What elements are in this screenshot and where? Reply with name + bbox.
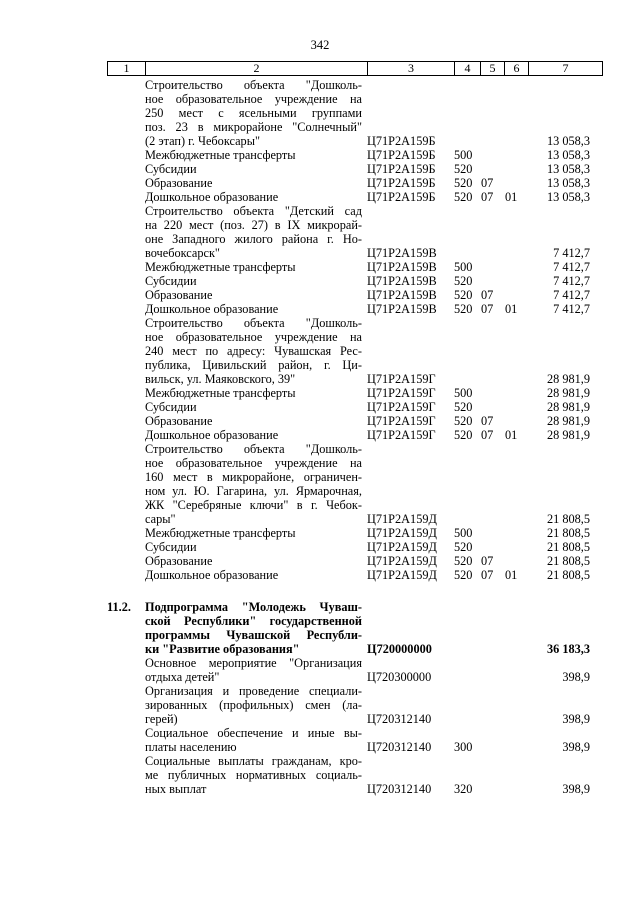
table-row <box>107 540 602 554</box>
row-code: Ц71Р2А159Б <box>367 190 436 204</box>
row-name-line: Дошкольное образование <box>145 428 279 442</box>
row-amount: 13 058,3 <box>546 190 590 204</box>
header-col-3: 3 <box>368 62 455 76</box>
table-row <box>107 656 602 684</box>
table-row <box>107 442 602 526</box>
table-row <box>107 386 602 400</box>
row-amount: 28 981,9 <box>546 428 590 442</box>
row-expense-type: 500 <box>454 526 473 540</box>
row-name <box>145 754 362 796</box>
row-expense-type: 520 <box>454 554 473 568</box>
row-amount: 28 981,9 <box>546 414 590 428</box>
row-amount: 7 412,7 <box>553 260 590 274</box>
table-row <box>107 414 602 428</box>
row-name <box>145 526 362 540</box>
row-subsection: 01 <box>505 190 518 204</box>
row-section: 07 <box>481 190 494 204</box>
row-name <box>145 316 362 386</box>
row-name-line: отдыха детей" <box>145 670 220 684</box>
row-name-line: Социальное обеспечение и иные вы- <box>145 726 362 740</box>
row-name-line: Дошкольное образование <box>145 190 279 204</box>
row-code: Ц71Р2А159Д <box>367 526 437 540</box>
row-name <box>145 162 362 176</box>
row-amount: 36 183,3 <box>546 642 590 656</box>
row-name-line: ное образовательное учреждение на <box>145 330 362 344</box>
row-name-line: публика, Цивильский район, г. Ци- <box>145 358 362 372</box>
row-code: Ц720300000 <box>367 670 432 684</box>
row-name-line: вочебоксарск" <box>145 246 220 260</box>
table-row <box>107 554 602 568</box>
table-row <box>107 190 602 204</box>
row-amount: 21 808,5 <box>546 526 590 540</box>
row-name-line: вильск, ул. Маяковского, 39" <box>145 372 296 386</box>
row-code: Ц71Р2А159В <box>367 274 437 288</box>
table-row <box>107 162 602 176</box>
row-name-line: ных выплат <box>145 782 207 796</box>
row-name-line: Строительство объекта "Дошколь- <box>145 442 362 456</box>
row-expense-type: 520 <box>454 428 473 442</box>
row-name-line: на 220 мест (поз. 27) в IX микрорай- <box>145 218 362 232</box>
table-row <box>107 400 602 414</box>
row-code: Ц71Р2А159Г <box>367 400 436 414</box>
row-name-line: зированных (профильных) смен (ла- <box>145 698 362 712</box>
table-row <box>107 526 602 540</box>
row-amount: 7 412,7 <box>553 274 590 288</box>
row-expense-type: 500 <box>454 386 473 400</box>
table-row <box>107 754 602 796</box>
row-name <box>145 302 362 316</box>
row-code: Ц71Р2А159Д <box>367 540 437 554</box>
row-code: Ц71Р2А159Д <box>367 568 437 582</box>
row-subsection: 01 <box>505 428 518 442</box>
header-col-5: 5 <box>481 62 505 76</box>
table-row <box>107 684 602 726</box>
table-row <box>107 288 602 302</box>
row-amount: 398,9 <box>562 782 590 796</box>
table-row <box>107 260 602 274</box>
row-name-line: оне Западного жилого района г. Но- <box>145 232 362 246</box>
row-amount: 7 412,7 <box>553 246 590 260</box>
header-col-4: 4 <box>455 62 481 76</box>
row-code: Ц71Р2А159В <box>367 302 437 316</box>
row-code: Ц71Р2А159Д <box>367 512 437 526</box>
row-section: 07 <box>481 428 494 442</box>
row-expense-type: 520 <box>454 190 473 204</box>
row-name-line: ки "Развитие образования" <box>145 642 300 656</box>
row-amount: 21 808,5 <box>546 554 590 568</box>
row-code: Ц71Р2А159Б <box>367 176 436 190</box>
row-code: Ц71Р2А159Б <box>367 162 436 176</box>
header-col-2: 2 <box>146 62 368 76</box>
row-name-line: Дошкольное образование <box>145 302 279 316</box>
row-name-line: поз. 23 в микрорайоне "Солнечный" <box>145 120 362 134</box>
row-expense-type: 520 <box>454 540 473 554</box>
row-name <box>145 274 362 288</box>
table-row <box>107 176 602 190</box>
row-name-line: Образование <box>145 288 213 302</box>
row-name-line: Субсидии <box>145 400 197 414</box>
row-name-line: 250 мест с ясельными группами <box>145 106 362 120</box>
row-name-line: Субсидии <box>145 540 197 554</box>
row-name <box>145 260 362 274</box>
row-amount: 7 412,7 <box>553 288 590 302</box>
row-amount: 398,9 <box>562 670 590 684</box>
row-code: Ц71Р2А159Б <box>367 134 436 148</box>
row-amount: 398,9 <box>562 712 590 726</box>
table-row <box>107 600 602 656</box>
page-number: 342 <box>310 38 330 52</box>
row-expense-type: 300 <box>454 740 473 754</box>
row-code: Ц71Р2А159Г <box>367 386 436 400</box>
row-number: 11.2. <box>107 600 131 614</box>
row-expense-type: 500 <box>454 260 473 274</box>
row-name <box>145 428 362 442</box>
row-amount: 398,9 <box>562 740 590 754</box>
row-section: 07 <box>481 414 494 428</box>
row-name <box>145 684 362 726</box>
row-name-line: Субсидии <box>145 162 197 176</box>
row-expense-type: 520 <box>454 288 473 302</box>
table-row <box>107 428 602 442</box>
table-row <box>107 726 602 754</box>
row-name-line: платы населению <box>145 740 237 754</box>
row-amount: 21 808,5 <box>546 540 590 554</box>
row-name-line: Межбюджетные трансферты <box>145 526 296 540</box>
row-expense-type: 520 <box>454 162 473 176</box>
row-expense-type: 520 <box>454 568 473 582</box>
row-name-line: Основное мероприятие "Организация <box>145 656 362 670</box>
row-name <box>145 288 362 302</box>
row-subsection: 01 <box>505 568 518 582</box>
row-amount: 28 981,9 <box>546 386 590 400</box>
row-name-line: Образование <box>145 176 213 190</box>
row-name <box>145 442 362 526</box>
row-name-line: Подпрограмма "Молодежь Чуваш- <box>145 600 362 614</box>
row-code: Ц71Р2А159В <box>367 246 437 260</box>
row-name-line: 160 мест в микрорайоне, ограничен- <box>145 470 362 484</box>
row-name-line: Образование <box>145 554 213 568</box>
row-name-line: Межбюджетные трансферты <box>145 148 296 162</box>
header-col-1: 1 <box>108 62 146 76</box>
row-code: Ц720312140 <box>367 712 432 726</box>
row-code: Ц71Р2А159В <box>367 260 437 274</box>
row-name-line: ном ул. Ю. Гагарина, ул. Ярмарочная, <box>145 484 362 498</box>
table-row <box>107 204 602 260</box>
table-row <box>107 274 602 288</box>
row-expense-type: 520 <box>454 302 473 316</box>
row-name <box>145 78 362 148</box>
row-subsection: 01 <box>505 302 518 316</box>
table-header <box>107 61 603 76</box>
row-name-line: (2 этап) г. Чебоксары" <box>145 134 260 148</box>
row-name-line: Строительство объекта "Дошколь- <box>145 78 362 92</box>
row-name <box>145 656 362 684</box>
row-expense-type: 520 <box>454 400 473 414</box>
row-spacer <box>107 582 602 600</box>
row-section: 07 <box>481 302 494 316</box>
row-amount: 7 412,7 <box>553 302 590 316</box>
row-amount: 13 058,3 <box>546 134 590 148</box>
row-name-line: ме публичных нормативных социаль- <box>145 768 362 782</box>
budget-table-body <box>107 78 602 796</box>
row-name <box>145 600 362 656</box>
row-name <box>145 726 362 754</box>
row-amount: 13 058,3 <box>546 176 590 190</box>
table-row <box>107 568 602 582</box>
row-name <box>145 386 362 400</box>
row-name <box>145 148 362 162</box>
row-name <box>145 190 362 204</box>
row-amount: 13 058,3 <box>546 162 590 176</box>
row-code: Ц71Р2А159Д <box>367 554 437 568</box>
row-name-line: Субсидии <box>145 274 197 288</box>
row-name-line: 240 мест по адресу: Чувашская Рес- <box>145 344 362 358</box>
row-name-line: ской Республики" государственной <box>145 614 362 628</box>
row-amount: 28 981,9 <box>546 400 590 414</box>
table-row <box>107 302 602 316</box>
row-code: Ц71Р2А159Г <box>367 428 436 442</box>
row-section: 07 <box>481 288 494 302</box>
row-section: 07 <box>481 176 494 190</box>
table-row <box>107 316 602 386</box>
row-name <box>145 204 362 260</box>
row-amount: 28 981,9 <box>546 372 590 386</box>
row-expense-type: 320 <box>454 782 473 796</box>
row-expense-type: 520 <box>454 176 473 190</box>
row-name-line: Организация и проведение специали- <box>145 684 362 698</box>
row-code: Ц720312140 <box>367 740 432 754</box>
row-name-line: герей) <box>145 712 178 726</box>
row-name-line: программы Чувашской Республи- <box>145 628 362 642</box>
row-name-line: ное образовательное учреждение на <box>145 456 362 470</box>
row-name-line: ное образовательное учреждение на <box>145 92 362 106</box>
row-code: Ц720312140 <box>367 782 432 796</box>
row-name-line: Межбюджетные трансферты <box>145 386 296 400</box>
table-row <box>107 78 602 148</box>
table-row <box>107 148 602 162</box>
header-col-6: 6 <box>505 62 529 76</box>
row-amount: 21 808,5 <box>546 568 590 582</box>
row-name-line: сары" <box>145 512 176 526</box>
row-name-line: Дошкольное образование <box>145 568 279 582</box>
row-name-line: Образование <box>145 414 213 428</box>
row-expense-type: 500 <box>454 148 473 162</box>
row-name <box>145 568 362 582</box>
row-code: Ц71Р2А159Б <box>367 148 436 162</box>
row-section: 07 <box>481 568 494 582</box>
row-code: Ц720000000 <box>367 642 432 656</box>
row-expense-type: 520 <box>454 274 473 288</box>
row-name-line: Социальные выплаты гражданам, кро- <box>145 754 362 768</box>
row-name-line: Межбюджетные трансферты <box>145 260 296 274</box>
row-name <box>145 414 362 428</box>
row-name-line: Строительство объекта "Детский сад <box>145 204 362 218</box>
row-name <box>145 400 362 414</box>
row-name <box>145 176 362 190</box>
row-name-line: ЖК "Серебряные ключи" в г. Чебок- <box>145 498 362 512</box>
row-name <box>145 540 362 554</box>
header-col-7: 7 <box>529 62 603 76</box>
row-amount: 21 808,5 <box>546 512 590 526</box>
row-name-line: Строительство объекта "Дошколь- <box>145 316 362 330</box>
row-code: Ц71Р2А159Г <box>367 372 436 386</box>
row-section: 07 <box>481 554 494 568</box>
row-name <box>145 554 362 568</box>
row-amount: 13 058,3 <box>546 148 590 162</box>
row-code: Ц71Р2А159Г <box>367 414 436 428</box>
row-code: Ц71Р2А159В <box>367 288 437 302</box>
row-expense-type: 520 <box>454 414 473 428</box>
